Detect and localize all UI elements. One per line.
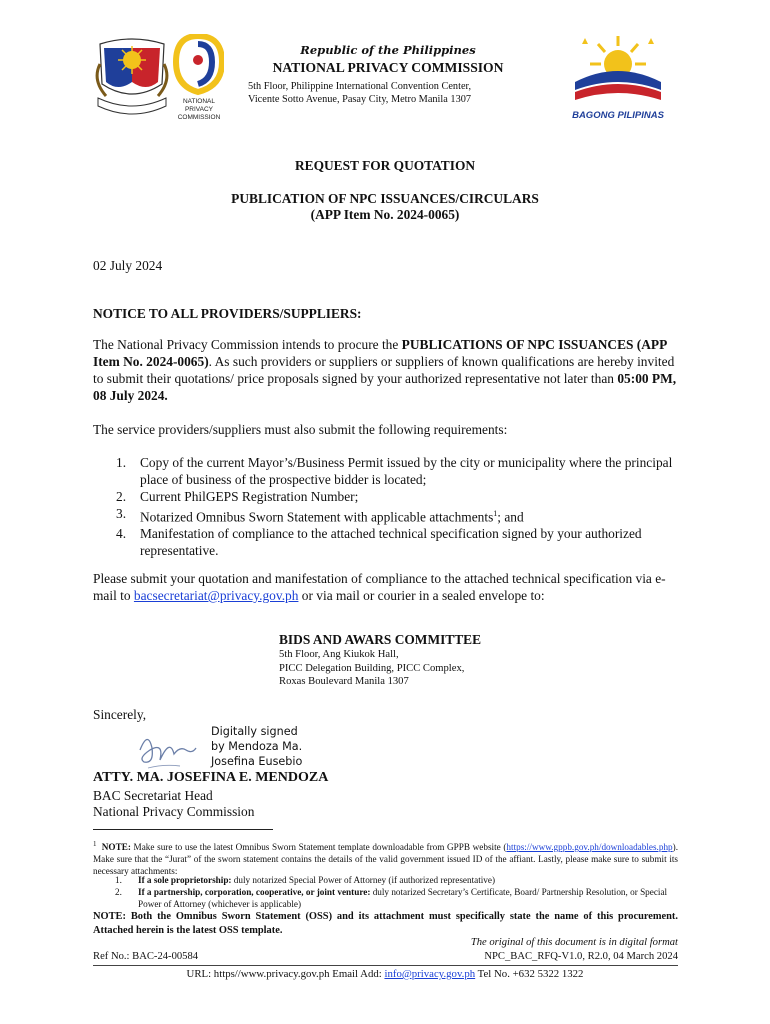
republic-seal-logo <box>92 34 172 122</box>
oss-note: NOTE: Both the Omnibus Sworn Statement (OSS) and its attachment must specifically state the name of this procurement. Attached herein is the latest OSS template. <box>93 911 678 936</box>
bac-email-link[interactable]: bacsecretariat@privacy.gov.ph <box>133 588 299 603</box>
signatory-org: National Privacy Commission <box>93 804 255 819</box>
npc-logo-caption: NATIONAL PRIVACY COMMISSION <box>177 98 221 121</box>
footnote-divider <box>93 829 273 830</box>
agency-address: 5th Floor, Philippine International Convention Center, Vicente Sotto Avenue, Pasay City, Metro Manila 1307 <box>248 81 472 105</box>
bagong-pilipinas-text: BAGONG PILIPINAS <box>572 110 664 121</box>
intro-text-a: The National Privacy Commission intends to procure the <box>93 337 402 352</box>
footnote-item: 2. If a partnership, corporation, cooperative, or joint venture: duly notarized Secretary’s Certificate, Board/ Partnership Resolution, or Special Power of Attorney (whichever is applicable) <box>115 887 668 909</box>
intro-paragraph <box>93 336 678 404</box>
footer-divider <box>93 965 678 966</box>
bac-name: BIDS AND AWARS COMMITTEE <box>279 632 482 647</box>
notice-heading: NOTICE TO ALL PROVIDERS/SUPPLIERS: <box>93 306 362 321</box>
intro-project: PUBLICATIONS OF NPC ISSUANCES (APP Item No. 2024-0065) <box>93 337 667 369</box>
requirement-item: 4. Manifestation of compliance to the attached technical specification signed by your authorized representative. <box>116 526 642 559</box>
rfq-subject: PUBLICATION OF NPC ISSUANCES/CIRCULARS <box>231 191 539 206</box>
footnote-ref: 1 <box>493 509 498 518</box>
digital-signature-note: Digitally signed by Mendoza Ma. Josefina Eusebio <box>211 725 303 768</box>
intro-text-c: . As such providers or suppliers or suppliers of known qualifications are hereby invited to submit their quotations/ price proposals signed by your authorized representative not later than <box>93 354 675 386</box>
requirements-list <box>93 454 678 559</box>
footnote-items <box>93 874 678 910</box>
footnote-item: 1. If a sole proprietorship: duly notarized Special Power of Attorney (if authorized representative) <box>115 875 496 885</box>
submission-paragraph: Please submit your quotation and manifestation of compliance to the attached technical specification via e-mail to bacsecretariat@privacy.gov.ph or via mail or courier in a sealed envelope to: <box>93 571 666 603</box>
ref-number: Ref No.: BAC-24-00584 <box>93 951 199 962</box>
signatory-name: ATTY. MA. JOSEFINA E. MENDOZA <box>93 770 329 785</box>
closing: Sincerely, <box>93 707 147 722</box>
rfq-app-item: (APP Item No. 2024-0065) <box>310 207 460 222</box>
gppb-link[interactable]: https://www.gppb.gov.ph/downloadables.php <box>506 842 673 853</box>
intro-deadline: 05:00 PM, 08 July 2024. <box>93 371 677 403</box>
bagong-pilipinas-logo <box>565 30 671 122</box>
requirement-item: 1. Copy of the current Mayor’s/Business Permit issued by the city or municipality where the principal place of business of the prospective bidder is located; <box>116 455 673 487</box>
agency-name: NATIONAL PRIVACY COMMISSION <box>272 60 504 75</box>
document-date: 02 July 2024 <box>93 258 163 273</box>
requirements-intro: The service providers/suppliers must also submit the following requirements: <box>93 422 508 437</box>
form-code: NPC_BAC_RFQ-V1.0, R2.0, 04 March 2024 <box>484 951 678 962</box>
signatory-title: BAC Secretariat Head <box>93 788 213 803</box>
digital-format-note: The original of this document is in digital format <box>470 937 678 948</box>
info-email-link[interactable]: info@privacy.gov.ph <box>384 968 476 980</box>
bac-address-block: BIDS AND AWARS COMMITTEE 5th Floor, Ang Kiukok Hall, PICC Delegation Building, PICC Complex, Roxas Boulevard Manila 1307 <box>279 631 579 689</box>
footnote: $^1$ NOTE: Make sure to use the latest Omnibus Sworn Statement template downloadable from GPPB website (https://www.gppb.gov.ph/downloadables.php). Make sure that the “Jurat” of the sworn statement contains the details of the valid government issued ID of the affiant. Lastly, please make sure to submit its necessary attachments: <box>93 840 678 877</box>
contact-footer: URL: https//www.privacy.gov.ph Email Add: info@privacy.gov.ph Tel No. +632 5322 1322 <box>186 968 584 980</box>
handwritten-signature <box>130 720 200 775</box>
requirement-item: 3. Notarized Omnibus Sworn Statement with applicable attachments$^1$; and <box>116 506 524 525</box>
rfq-title: REQUEST FOR QUOTATION <box>294 158 476 173</box>
requirement-item: 2. Current PhilGEPS Registration Number; <box>116 489 359 504</box>
republic-heading: Republic of the Philippines <box>300 43 476 57</box>
